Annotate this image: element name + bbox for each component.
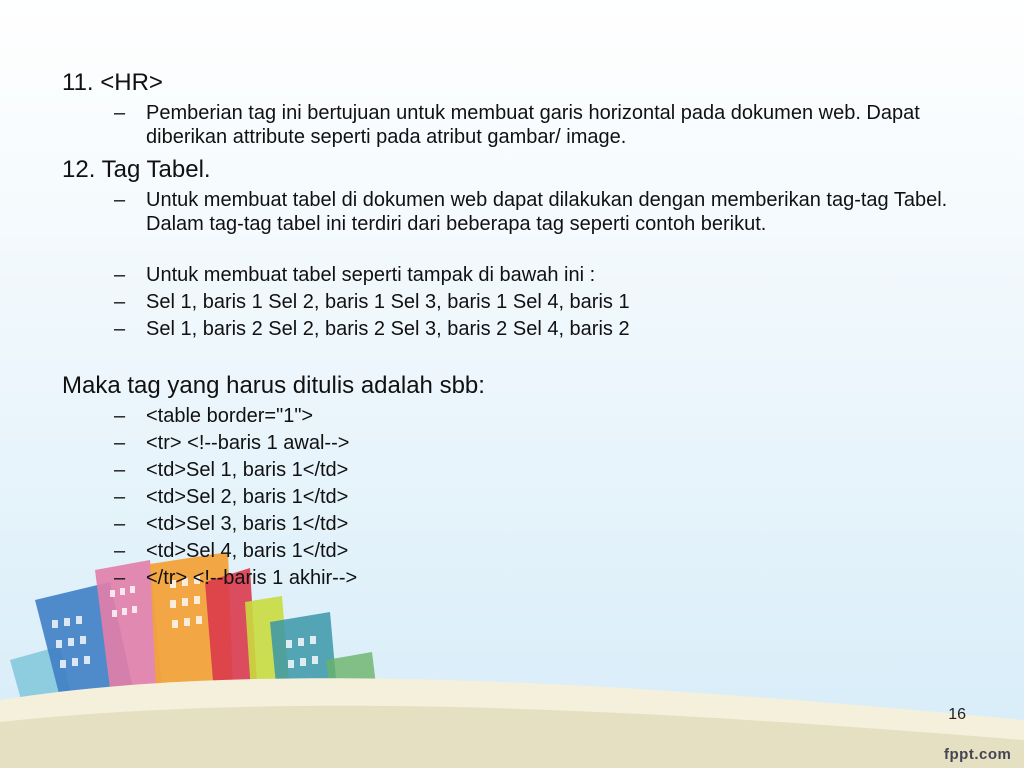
bullet-dash: – — [114, 540, 126, 562]
bullet-item — [62, 263, 982, 287]
bullet-text: <tr> <!--baris 1 awal--> — [146, 432, 350, 454]
section-heading: 11. <HR> — [62, 69, 163, 96]
section-heading: Maka tag yang harus ditulis adalah sbb: — [62, 372, 485, 399]
bullet-dash: – — [114, 486, 126, 508]
section-heading: 12. Tag Tabel. — [62, 156, 211, 183]
brand-watermark: fppt.com — [944, 746, 1012, 763]
bullet-item — [62, 188, 982, 236]
bullet-item — [62, 458, 982, 482]
bullet-item — [62, 404, 982, 428]
bullet-text: <td>Sel 4, baris 1</td> — [146, 540, 349, 562]
bullet-text: <td>Sel 2, baris 1</td> — [146, 486, 349, 508]
spacer — [62, 236, 982, 260]
bullet-dash: – — [114, 567, 126, 589]
bullet-text: Untuk membuat tabel di dokumen web dapat dilakukan dengan memberikan tag-tag Tabel. Dalam tag-tag tabel ini terdiri dari beberapa tag seperti contoh berikut. — [146, 189, 948, 235]
bullet-dash: – — [114, 513, 126, 535]
spacer — [62, 341, 982, 365]
bullet-dash: – — [114, 102, 126, 124]
bullet-dash: – — [114, 459, 126, 481]
bullet-text: <table border="1"> — [146, 405, 314, 427]
bullet-dash: – — [114, 189, 126, 211]
bullet-dash: – — [114, 264, 126, 286]
slide-content — [62, 62, 982, 590]
bullet-item — [62, 539, 982, 563]
bullet-item — [62, 101, 982, 149]
page-number: 16 — [948, 706, 966, 723]
bullet-text: Untuk membuat tabel seperti tampak di bawah ini : — [146, 264, 596, 286]
bullet-text: Pemberian tag ini bertujuan untuk membuat garis horizontal pada dokumen web. Dapat diberikan attribute seperti pada atribut gambar/ image. — [146, 102, 920, 148]
bullet-dash: – — [114, 432, 126, 454]
ground-swoosh-decoration — [0, 640, 1024, 768]
bullet-text: <td>Sel 3, baris 1</td> — [146, 513, 349, 535]
bullet-item — [62, 512, 982, 536]
bullet-dash: – — [114, 405, 126, 427]
bullet-text: </tr> <!--baris 1 akhir--> — [146, 567, 358, 589]
bullet-item — [62, 431, 982, 455]
bullet-dash: – — [114, 318, 126, 340]
bullet-dash: – — [114, 291, 126, 313]
bullet-item — [62, 290, 982, 314]
bullet-text: Sel 1, baris 1 Sel 2, baris 1 Sel 3, baris 1 Sel 4, baris 1 — [146, 291, 630, 313]
bullet-text: Sel 1, baris 2 Sel 2, baris 2 Sel 3, baris 2 Sel 4, baris 2 — [146, 318, 630, 340]
bullet-item — [62, 485, 982, 509]
bullet-text: <td>Sel 1, baris 1</td> — [146, 459, 349, 481]
bullet-item — [62, 566, 982, 590]
bullet-item — [62, 317, 982, 341]
